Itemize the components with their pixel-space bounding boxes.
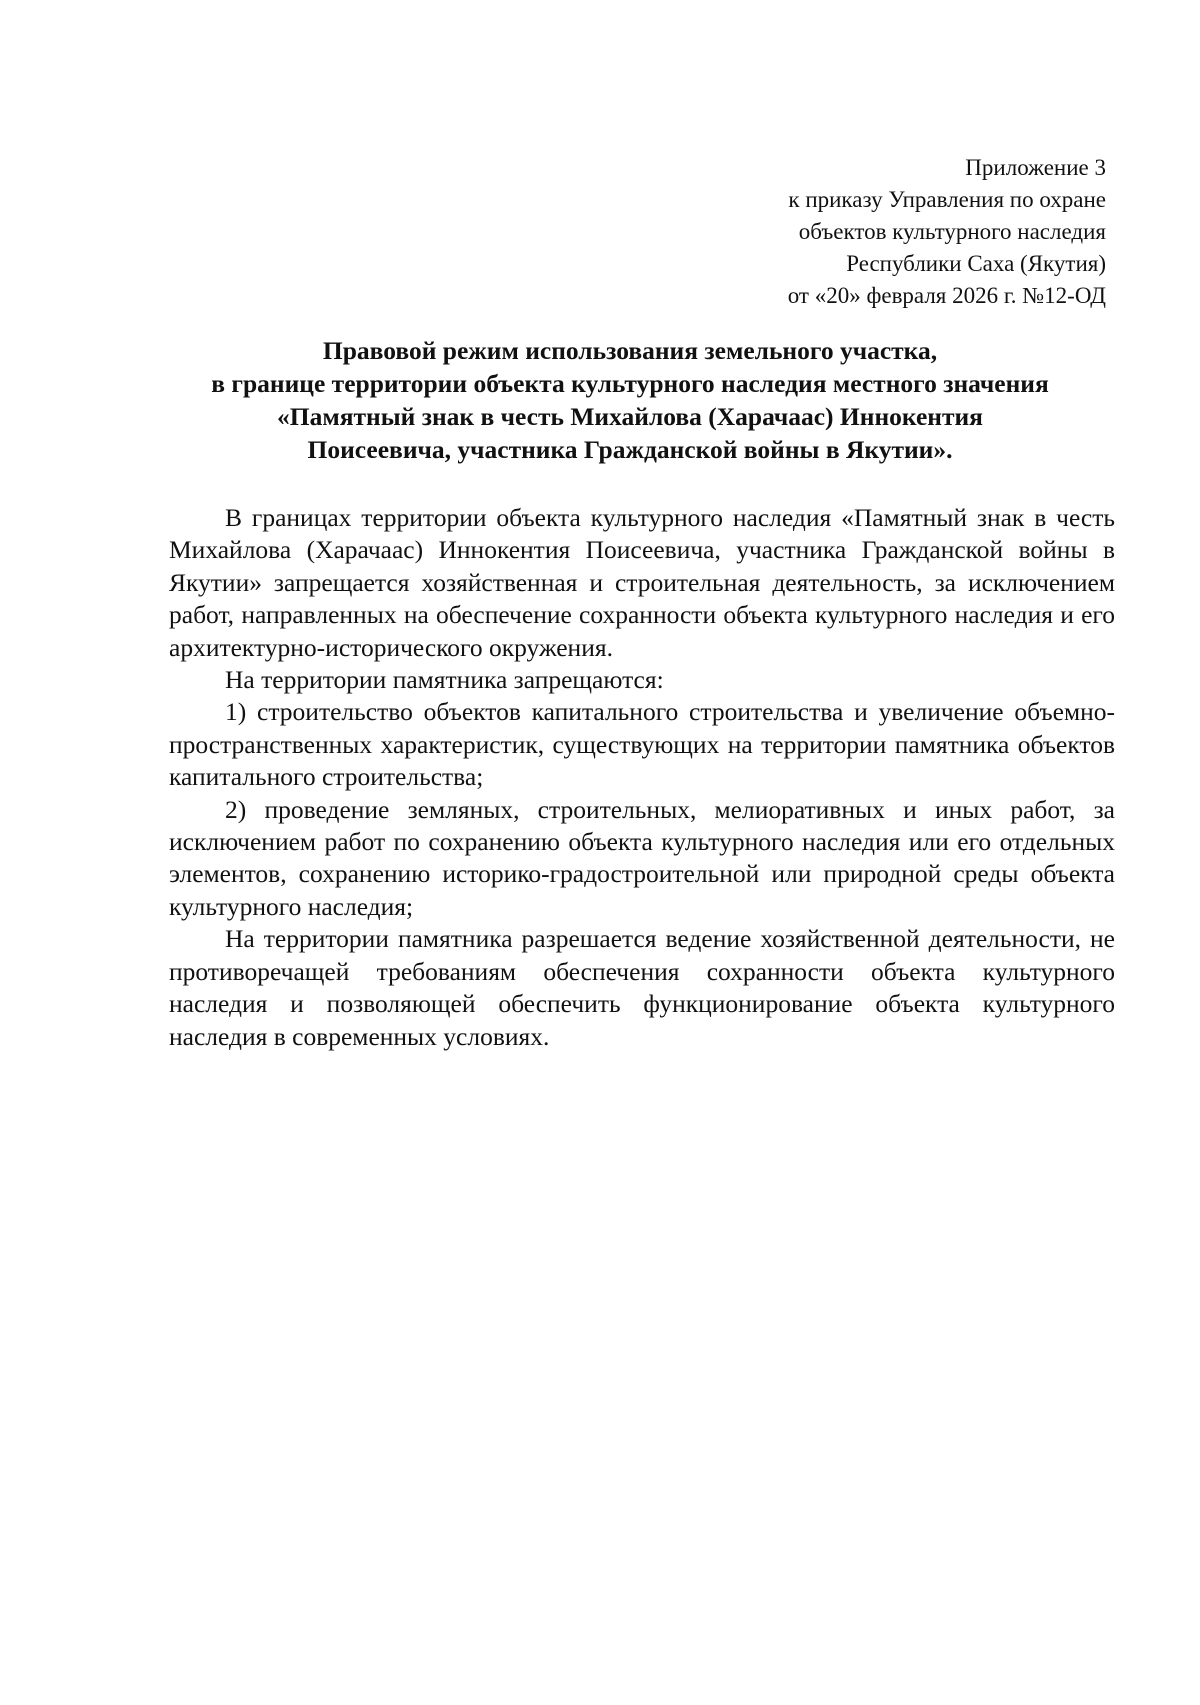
paragraph-prohibitions-intro: На территории памятника запрещаются: — [225, 665, 664, 695]
order-date-number: от «20» февраля 2026 г. №12-ОД — [787, 283, 1106, 308]
paragraph-prohibition-item-1: 1) строительство объектов капитального строительства и увеличение объемно-пространственных характеристик, существующих на территории памятника объектов капитального строительства; — [169, 697, 1115, 792]
paragraph-general-prohibition: В границах территории объекта культурного наследия «Памятный знак в честь Михайлова (Харачаас) Иннокентия Поисеевича, участника Гражданской войны в Якутии» запрещается хозяйственная и строительная деятельность, за исключением работ, направленных на обеспечение сохранности объекта культурного наследия и его архитектурно-исторического окружения. — [169, 503, 1115, 662]
order-reference-line: к приказу Управления по охране — [788, 187, 1106, 212]
title-line: «Памятный знак в честь Михайлова (Харачаас) Иннокентия — [277, 402, 983, 431]
order-reference-line: объектов культурного наследия — [798, 219, 1106, 244]
paragraph-prohibition-item-2: 2) проведение земляных, строительных, мелиоративных и иных работ, за исключением работ по сохранению объекта культурного наследия или его отдельных элементов, сохранению историко-градостроительной или природной среды объекта культурного наследия; — [169, 794, 1115, 921]
document-title — [150, 334, 1110, 466]
title-line: в границе территории объекта культурного наследия местного значения — [211, 369, 1049, 398]
order-reference-line: Республики Саха (Якутия) — [846, 251, 1106, 276]
document-body — [169, 502, 1115, 1053]
appendix-header — [646, 152, 1106, 312]
title-line: Поисеевича, участника Гражданской войны в Якутии». — [307, 435, 953, 464]
title-line: Правовой режим использования земельного участка, — [322, 336, 938, 365]
appendix-number: Приложение 3 — [965, 155, 1106, 180]
paragraph-permitted-activity: На территории памятника разрешается ведение хозяйственной деятельности, не противоречащей требованиям обеспечения сохранности объекта культурного наследия и позволяющей обеспечить функционирование объекта культурного наследия в современных условиях. — [169, 924, 1115, 1051]
